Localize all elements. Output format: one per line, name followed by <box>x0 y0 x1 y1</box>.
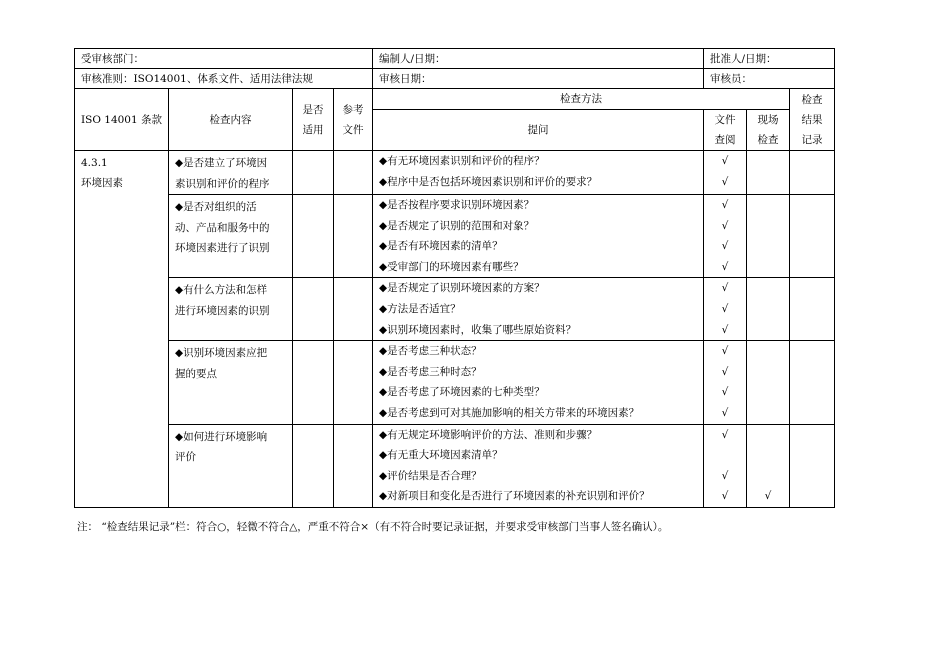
result-cell <box>790 341 835 424</box>
checklist-body <box>75 151 835 508</box>
site-check-item <box>747 341 789 362</box>
site-check-item <box>747 172 789 193</box>
site-check-item <box>747 278 789 299</box>
col-applicable <box>293 89 334 151</box>
site-check-item <box>747 299 789 320</box>
doc-review-cell <box>704 151 747 195</box>
col-doc-line2: 查阅 <box>714 134 736 146</box>
doc-review-item: √ <box>721 199 729 211</box>
criteria-label: 审核准则：ISO14001、体系文件、适用法律法规 <box>81 73 313 85</box>
applicable-cell <box>293 151 334 195</box>
question-cell <box>373 151 704 195</box>
editor-cell <box>373 49 704 69</box>
col-doc-line1: 文件 <box>714 114 736 126</box>
question-cell <box>373 195 704 278</box>
question-item: ◆受审部门的环境因素有哪些？ <box>379 260 524 273</box>
site-check-item <box>747 425 789 446</box>
col-site-check <box>747 110 790 151</box>
content-line: ◆是否对组织的活 <box>175 201 257 213</box>
applicable-cell <box>293 195 334 278</box>
content-line: 进行环境因素的识别 <box>175 304 270 317</box>
question-item: ◆是否规定了识别的范围和对象？ <box>379 219 535 232</box>
result-cell <box>790 424 835 507</box>
col-result-line3: 记录 <box>801 133 823 146</box>
doc-review-cell <box>704 341 747 424</box>
reference-cell <box>334 195 373 278</box>
content-line: ◆识别环境因素应把 <box>175 347 268 360</box>
site-check-item <box>747 466 789 487</box>
site-check-item <box>747 216 789 237</box>
auditor-label: 审核员： <box>710 73 752 85</box>
table-row <box>75 278 835 341</box>
question-item: ◆识别环境因素时，收集了哪些原始资料？ <box>379 323 577 336</box>
col-site-line2: 检查 <box>757 134 779 146</box>
result-cell <box>790 195 835 278</box>
doc-review-cell <box>704 424 747 507</box>
doc-review-item: √ <box>721 406 729 419</box>
content-line: 素识别和评价的程序 <box>175 177 270 190</box>
content-line: ◆有什么方法和怎样 <box>175 284 268 297</box>
question-item: ◆有无规定环境影响评价的方法、准则和步骤？ <box>379 428 598 441</box>
site-check-item <box>747 362 789 383</box>
doc-review-item: √ <box>721 490 729 503</box>
doc-review-item: √ <box>721 428 729 441</box>
question-cell <box>373 278 704 341</box>
question-item: ◆是否按程序要求识别环境因素？ <box>379 199 535 211</box>
col-method: 检查方法 <box>373 89 790 110</box>
site-check-item <box>747 382 789 403</box>
reference-cell <box>334 151 373 195</box>
content-cell <box>169 195 293 278</box>
doc-review-item <box>704 445 746 466</box>
applicable-cell <box>293 278 334 341</box>
audit-checklist <box>74 48 834 508</box>
doc-review-item: √ <box>721 155 729 167</box>
question-cell <box>373 341 704 424</box>
col-question: 提问 <box>373 110 704 151</box>
dept-cell <box>75 49 373 69</box>
col-result-line2: 结果 <box>801 113 823 126</box>
site-check-item <box>747 236 789 257</box>
editor-label: 编制人/日期： <box>379 53 446 65</box>
site-check-item <box>747 257 789 278</box>
content-line: 握的要点 <box>175 367 217 380</box>
doc-review-item: √ <box>721 345 729 358</box>
col-content: 检查内容 <box>169 89 293 151</box>
content-cell <box>169 278 293 341</box>
doc-review-item: √ <box>721 260 729 273</box>
checklist-table <box>74 48 835 508</box>
doc-review-item: √ <box>721 323 729 336</box>
site-check-item <box>747 445 789 466</box>
site-check-item <box>747 320 789 341</box>
site-check-item: √ <box>764 490 772 503</box>
content-cell <box>169 151 293 195</box>
content-cell <box>169 424 293 507</box>
doc-review-item: √ <box>721 386 729 399</box>
table-row <box>75 195 835 278</box>
doc-review-item: √ <box>721 175 729 188</box>
doc-review-item: √ <box>721 282 729 295</box>
approver-label: 批准人/日期： <box>710 53 777 65</box>
audit-date-cell <box>373 69 704 89</box>
content-line: ◆是否建立了环境因 <box>175 157 268 169</box>
dept-label: 受审核部门： <box>81 53 144 65</box>
site-check-cell <box>747 278 790 341</box>
table-row <box>75 151 835 195</box>
footnote: 注： “检查结果记录”栏：符合○，轻微不符合△，严重不符合×（有不符合时要记录证据，并要求受审核部门当事人签名确认）。 <box>77 521 669 533</box>
col-iso-clause: ISO 14001 条款 <box>75 89 169 151</box>
criteria-cell <box>75 69 373 89</box>
content-cell <box>169 341 293 424</box>
question-cell <box>373 424 704 507</box>
audit-date-label: 审核日期： <box>379 73 432 85</box>
question-item: ◆是否考虑三种状态？ <box>379 345 482 358</box>
content-line: ◆如何进行环境影响 <box>175 430 268 443</box>
col-result <box>790 89 835 151</box>
clause-number: 4.3.1 <box>81 157 108 169</box>
applicable-cell <box>293 424 334 507</box>
col-applicable-line1: 是否 <box>302 103 324 116</box>
question-item: ◆评价结果是否合理？ <box>379 469 482 482</box>
table-row <box>75 424 835 507</box>
table-row <box>75 341 835 424</box>
site-check-cell <box>747 341 790 424</box>
site-check-cell <box>747 195 790 278</box>
site-check-item <box>747 151 789 172</box>
applicable-cell <box>293 341 334 424</box>
site-check-item <box>747 403 789 424</box>
clause-cell <box>75 151 169 508</box>
clause-title: 环境因素 <box>81 177 123 189</box>
content-line: 动、产品和服务中的 <box>175 221 270 234</box>
doc-review-item: √ <box>721 302 729 315</box>
doc-review-item: √ <box>721 365 729 378</box>
col-reference <box>334 89 373 151</box>
result-cell <box>790 151 835 195</box>
auditor-cell <box>704 69 835 89</box>
question-item: ◆有无重大环境因素清单？ <box>379 449 503 462</box>
reference-cell <box>334 278 373 341</box>
question-item: ◆对新项目和变化是否进行了环境因素的补充识别和评价？ <box>379 490 650 503</box>
col-site-line1: 现场 <box>757 114 779 126</box>
question-item: ◆是否有环境因素的清单？ <box>379 240 503 253</box>
result-cell <box>790 278 835 341</box>
site-check-cell <box>747 151 790 195</box>
col-applicable-line2: 适用 <box>302 123 324 136</box>
col-doc-review <box>704 110 747 151</box>
question-item: ◆是否考虑了环境因素的七种类型？ <box>379 386 545 399</box>
col-result-line1: 检查 <box>801 93 823 106</box>
question-item: ◆是否规定了识别环境因素的方案？ <box>379 282 545 295</box>
site-check-item <box>747 195 789 216</box>
reference-cell <box>334 424 373 507</box>
question-item: ◆方法是否适宜？ <box>379 302 461 315</box>
question-item: ◆程序中是否包括环境因素识别和评价的要求？ <box>379 175 598 188</box>
col-reference-line2: 文件 <box>342 123 364 136</box>
doc-review-cell <box>704 195 747 278</box>
doc-review-item: √ <box>721 240 729 253</box>
approver-cell <box>704 49 835 69</box>
question-item: ◆是否考虑到可对其施加影响的相关方带来的环境因素？ <box>379 406 640 419</box>
doc-review-item: √ <box>721 219 729 232</box>
col-reference-line1: 参考 <box>342 103 364 116</box>
question-item: ◆是否考虑三种时态？ <box>379 365 482 378</box>
site-check-cell <box>747 424 790 507</box>
doc-review-item: √ <box>721 469 729 482</box>
content-line: 环境因素进行了识别 <box>175 242 270 254</box>
reference-cell <box>334 341 373 424</box>
question-item: ◆有无环境因素识别和评价的程序？ <box>379 155 545 167</box>
content-line: 评价 <box>175 451 196 464</box>
doc-review-cell <box>704 278 747 341</box>
